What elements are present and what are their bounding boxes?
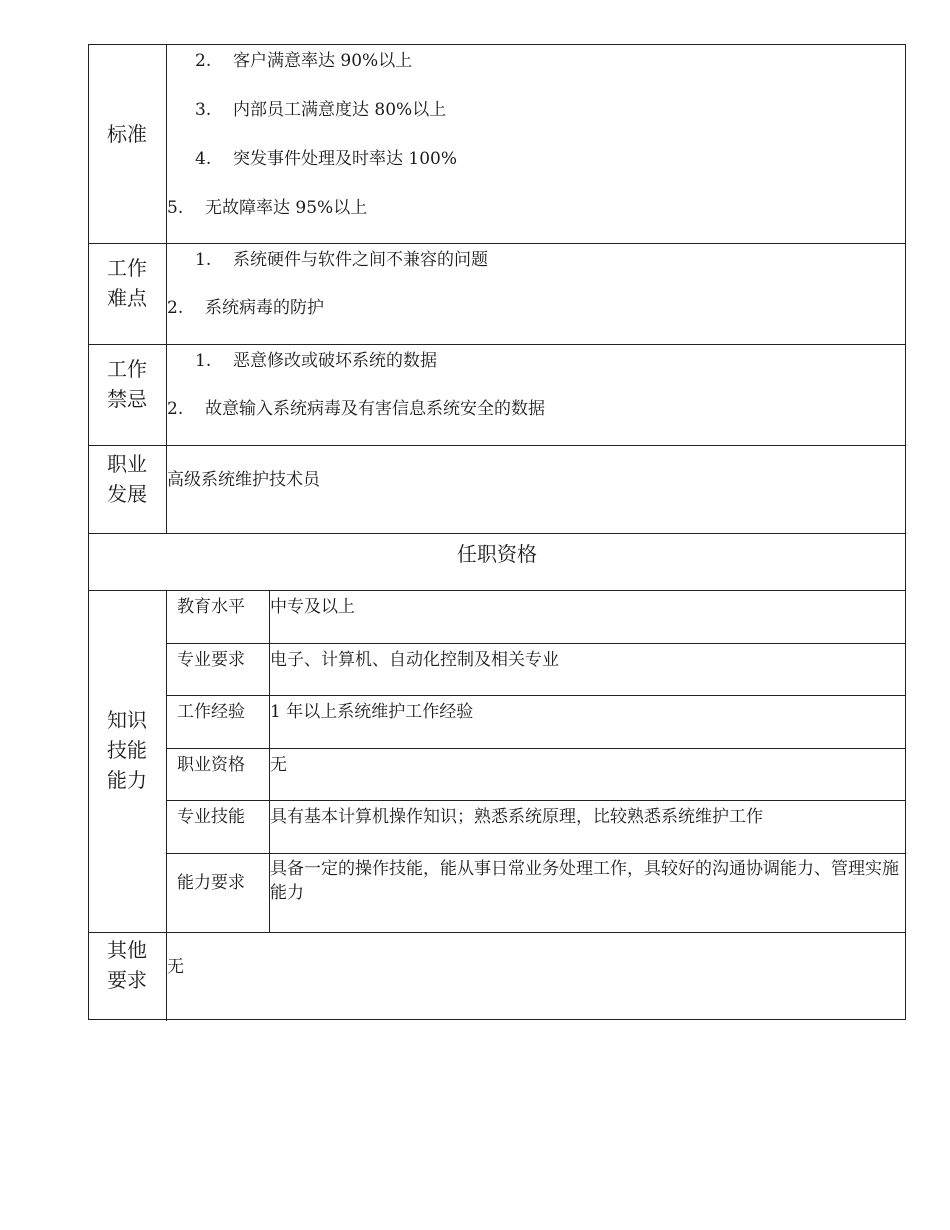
career-label-line1: 职业 xyxy=(107,452,147,476)
taboo-item: 恶意修改或破坏系统的数据 xyxy=(233,351,437,371)
certificate-value: 无 xyxy=(270,755,287,775)
ability-value: 具备一定的操作技能，能从事日常业务处理工作，具较好的沟通协调能力、管理实施能力 xyxy=(270,859,899,903)
qualification-label-line1: 知识 xyxy=(107,708,147,732)
other-label-line2: 要求 xyxy=(107,968,147,992)
list-number: 2. xyxy=(195,51,212,71)
skill-label: 专业技能 xyxy=(177,807,245,827)
row-divider xyxy=(89,932,905,933)
list-number: 3. xyxy=(195,100,212,120)
career-label-line2: 发展 xyxy=(107,482,147,506)
ability-label: 能力要求 xyxy=(177,873,245,893)
list-number: 2. xyxy=(167,399,184,419)
skill-value: 具有基本计算机操作知识；熟悉系统原理，比较熟悉系统维护工作 xyxy=(270,807,763,827)
row-divider xyxy=(89,590,905,591)
certificate-label: 职业资格 xyxy=(177,755,245,775)
row-divider xyxy=(167,748,905,749)
row-divider xyxy=(167,643,905,644)
major-label: 专业要求 xyxy=(177,650,245,670)
major-value: 电子、计算机、自动化控制及相关专业 xyxy=(270,650,559,670)
standard-item: 内部员工满意度达 80%以上 xyxy=(233,100,447,120)
standard-label: 标准 xyxy=(107,122,147,146)
row-divider xyxy=(89,533,905,534)
list-number: 1. xyxy=(195,250,212,270)
job-description-table xyxy=(88,44,906,1020)
qualification-label-line2: 技能 xyxy=(107,738,147,762)
row-divider xyxy=(167,695,905,696)
list-number: 2. xyxy=(167,298,184,318)
education-label: 教育水平 xyxy=(177,597,245,617)
other-label-line1: 其他 xyxy=(107,938,147,962)
list-number: 5. xyxy=(167,198,184,218)
experience-value: 1 年以上系统维护工作经验 xyxy=(270,702,474,722)
row-divider xyxy=(167,853,905,854)
qualification-label-line3: 能力 xyxy=(107,768,147,792)
education-value: 中专及以上 xyxy=(270,597,355,617)
list-number: 4. xyxy=(195,149,212,169)
taboo-label-line2: 禁忌 xyxy=(107,387,147,411)
row-divider xyxy=(89,445,905,446)
difficulty-item: 系统硬件与软件之间不兼容的问题 xyxy=(233,250,488,270)
qualification-title: 任职资格 xyxy=(457,542,537,566)
difficulty-item: 系统病毒的防护 xyxy=(205,298,324,318)
row-divider xyxy=(167,800,905,801)
list-number: 1. xyxy=(195,351,212,371)
taboo-label-line1: 工作 xyxy=(107,357,147,381)
standard-item: 客户满意率达 90%以上 xyxy=(233,51,413,71)
career-path: 高级系统维护技术员 xyxy=(167,470,320,490)
experience-label: 工作经验 xyxy=(177,702,245,722)
column-divider xyxy=(166,45,167,533)
row-divider xyxy=(89,344,905,345)
difficulty-label-line1: 工作 xyxy=(107,256,147,280)
row-divider xyxy=(89,243,905,244)
difficulty-label-line2: 难点 xyxy=(107,286,147,310)
standard-item: 无故障率达 95%以上 xyxy=(205,198,368,218)
standard-item: 突发事件处理及时率达 100% xyxy=(233,149,458,169)
other-requirement: 无 xyxy=(167,957,184,977)
taboo-item: 故意输入系统病毒及有害信息系统安全的数据 xyxy=(205,399,545,419)
